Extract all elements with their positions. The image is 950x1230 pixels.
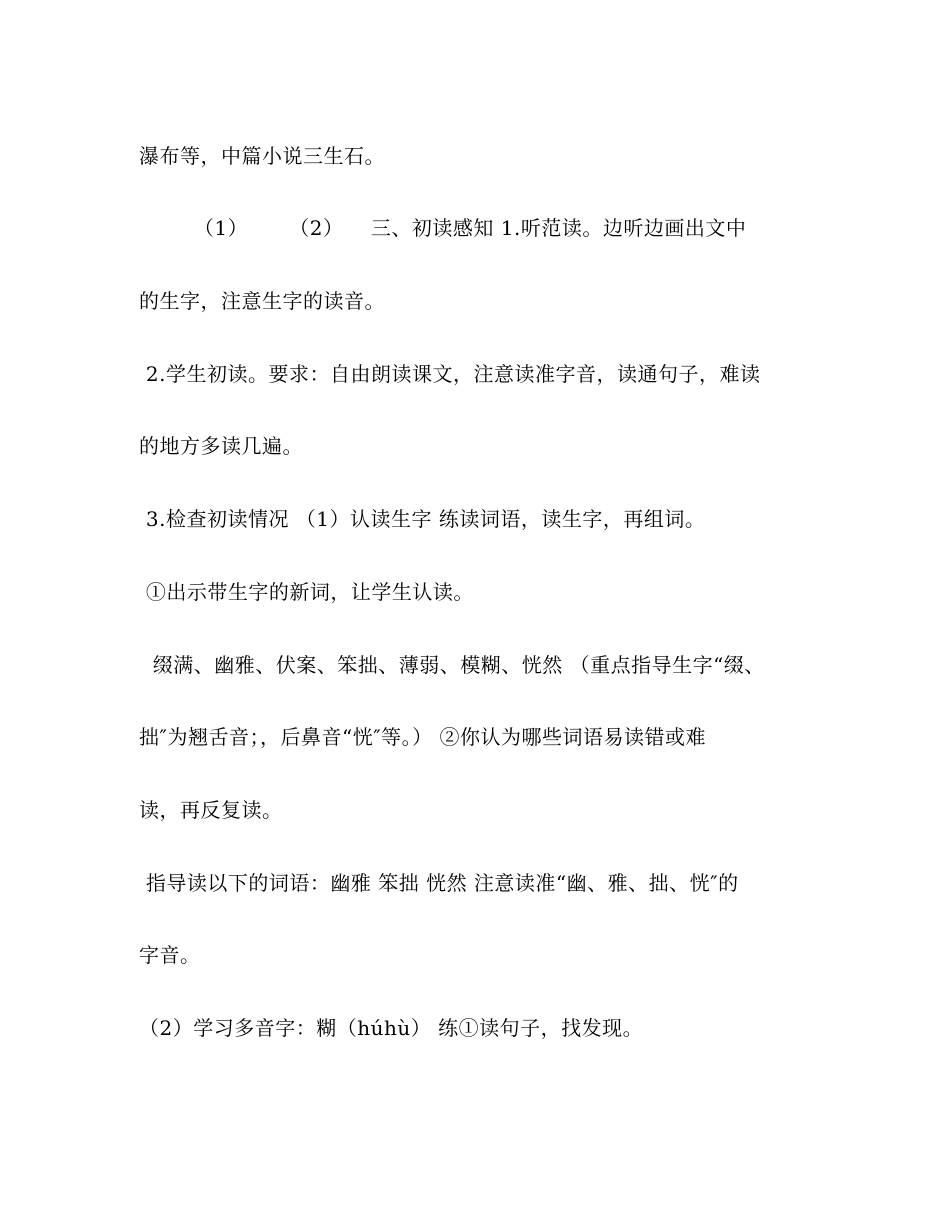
text-line-4: 2.学生初读。要求：自由朗读课文，注意读准字音，读通句子，难读 xyxy=(139,362,761,386)
text-line-12: 字音。 xyxy=(139,943,201,967)
text-line-10: 读，再反复读。 xyxy=(139,798,283,822)
text-line-11: 指导读以下的词语：幽雅 笨拙 恍然 注意读准“幽、雅、拙、恍″的 xyxy=(139,871,739,895)
text-line-8: 缀满、幽雅、伏案、笨拙、薄弱、模糊、恍然 （重点指导生字“缀、 xyxy=(139,653,765,677)
text-line-1: 瀑布等，中篇小说三生石。 xyxy=(139,144,385,168)
text-line-3: 的生字，注意生字的读音。 xyxy=(139,289,385,313)
text-line-7: ①出示带生字的新词，让学生认读。 xyxy=(139,580,474,604)
text-line-6: 3.检查初读情况 （1）认读生字 练读词语，读生字，再组词。 xyxy=(139,507,706,531)
text-line-2: （1） （2） 三、初读感知 1.听范读。边听边画出文中 xyxy=(139,216,747,240)
text-line-5: 的地方多读几遍。 xyxy=(139,434,303,458)
text-line-13: （2）学习多音字：糊（húhù） 练①读句子，找发现。 xyxy=(139,1016,644,1040)
text-line-9: 拙″为翘舌音；，后鼻音“恍″等。） ②你认为哪些词语易读错或难 xyxy=(139,725,707,749)
